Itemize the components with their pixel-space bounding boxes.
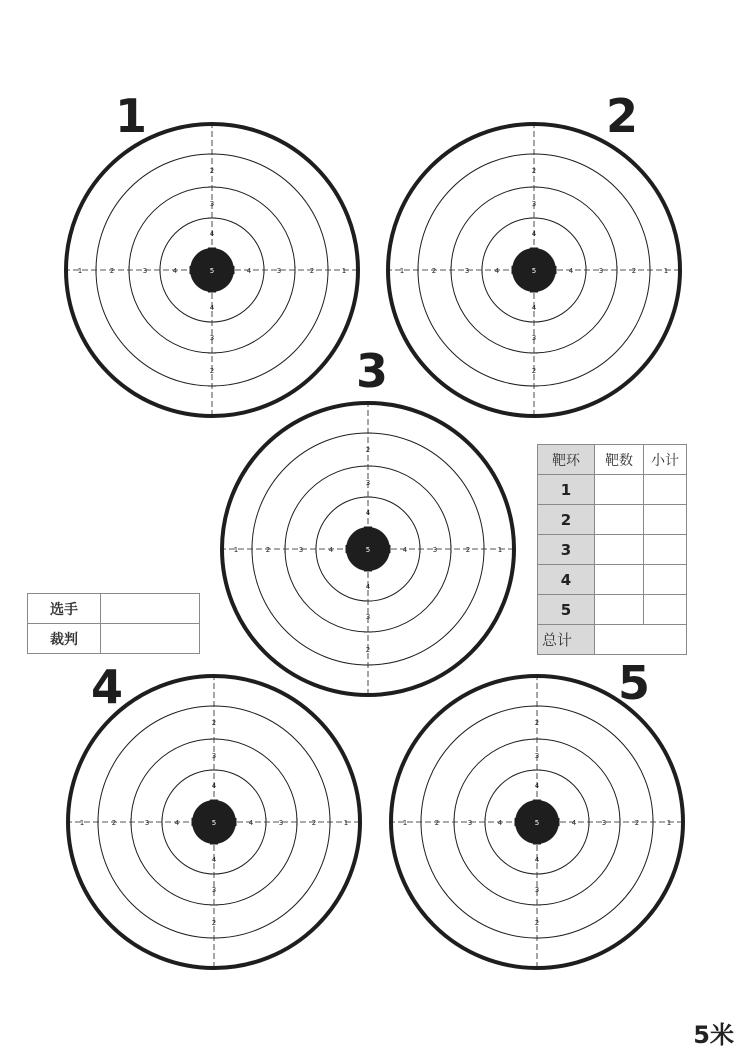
header-ring: 靶环 xyxy=(538,445,595,475)
ring-label: 4 xyxy=(494,267,500,275)
ring-label: 1 xyxy=(402,819,408,827)
target-svg xyxy=(387,672,687,972)
ring-cell: 3 xyxy=(538,535,595,565)
ring-label: 4 xyxy=(211,782,217,790)
ring-label: 2 xyxy=(631,267,637,275)
target-number-5: 5 xyxy=(618,656,651,710)
hits-cell[interactable] xyxy=(595,565,644,595)
ring-cell: 5 xyxy=(538,595,595,625)
ring-label: 1 xyxy=(79,819,85,827)
ring-label: 3 xyxy=(142,267,148,275)
ring-label: 3 xyxy=(278,819,284,827)
shooter-label: 选手 xyxy=(28,594,101,624)
ring-label: 3 xyxy=(531,334,537,342)
ring-label: 3 xyxy=(467,819,473,827)
ring-label: 4 xyxy=(174,819,180,827)
ring-label: 2 xyxy=(111,819,117,827)
ring-label: 1 xyxy=(77,267,83,275)
ring-label: 4 xyxy=(365,583,371,591)
hits-cell[interactable] xyxy=(595,475,644,505)
ring-label: 2 xyxy=(531,367,537,375)
ring-label: 3 xyxy=(464,267,470,275)
ring-label: 2 xyxy=(534,919,540,927)
ring-label: 2 xyxy=(209,367,215,375)
ring-label: 2 xyxy=(209,167,215,175)
target-3 xyxy=(218,399,518,699)
ring-label: 4 xyxy=(534,856,540,864)
ring-label: 4 xyxy=(497,819,503,827)
ring-label: 4 xyxy=(365,509,371,517)
ring-label-center: 5 xyxy=(211,819,217,827)
ring-label: 3 xyxy=(432,546,438,554)
ring-cell: 4 xyxy=(538,565,595,595)
ring-label: 2 xyxy=(265,546,271,554)
ring-label: 2 xyxy=(431,267,437,275)
ring-label: 2 xyxy=(365,646,371,654)
ring-label: 4 xyxy=(211,856,217,864)
ring-label: 1 xyxy=(666,819,672,827)
ring-label: 4 xyxy=(328,546,334,554)
ring-label: 3 xyxy=(209,334,215,342)
shooter-field[interactable] xyxy=(101,594,200,624)
target-number-1: 1 xyxy=(115,89,148,143)
subtotal-cell[interactable] xyxy=(644,475,687,505)
ring-label: 2 xyxy=(309,267,315,275)
ring-label: 4 xyxy=(209,230,215,238)
ring-label: 2 xyxy=(365,446,371,454)
header-subtotal: 小计 xyxy=(644,445,687,475)
target-number-4: 4 xyxy=(91,660,124,714)
ring-cell: 1 xyxy=(538,475,595,505)
target-number-2: 2 xyxy=(606,89,639,143)
target-1 xyxy=(62,120,362,420)
target-svg xyxy=(62,120,362,420)
subtotal-cell[interactable] xyxy=(644,535,687,565)
subtotal-cell[interactable] xyxy=(644,565,687,595)
ring-label: 4 xyxy=(531,304,537,312)
ring-label: 2 xyxy=(211,919,217,927)
ring-label: 1 xyxy=(399,267,405,275)
ring-label: 3 xyxy=(534,886,540,894)
ring-label: 4 xyxy=(172,267,178,275)
ring-label: 1 xyxy=(497,546,503,554)
ring-label: 4 xyxy=(209,304,215,312)
target-svg xyxy=(384,120,684,420)
ring-label: 4 xyxy=(248,819,254,827)
ring-label: 3 xyxy=(598,267,604,275)
target-svg xyxy=(64,672,364,972)
ring-label: 3 xyxy=(531,200,537,208)
ring-label: 1 xyxy=(233,546,239,554)
ring-label: 2 xyxy=(531,167,537,175)
ring-label: 4 xyxy=(246,267,252,275)
ring-label: 3 xyxy=(365,479,371,487)
target-2 xyxy=(384,120,684,420)
ring-label: 3 xyxy=(276,267,282,275)
hits-cell[interactable] xyxy=(595,505,644,535)
ring-label: 4 xyxy=(531,230,537,238)
ring-label: 3 xyxy=(211,752,217,760)
ring-label: 2 xyxy=(634,819,640,827)
ring-label-center: 5 xyxy=(365,546,371,554)
score-table xyxy=(537,444,687,655)
ring-label: 3 xyxy=(601,819,607,827)
ring-label: 4 xyxy=(402,546,408,554)
total-label: 总计 xyxy=(538,625,595,655)
ring-label: 2 xyxy=(465,546,471,554)
ring-label: 1 xyxy=(663,267,669,275)
info-table xyxy=(27,593,200,654)
ring-label: 2 xyxy=(211,719,217,727)
ring-label: 4 xyxy=(534,782,540,790)
ring-label: 3 xyxy=(298,546,304,554)
ring-label: 4 xyxy=(571,819,577,827)
ring-label-center: 5 xyxy=(209,267,215,275)
referee-label: 裁判 xyxy=(28,624,101,654)
ring-label: 3 xyxy=(365,613,371,621)
ring-label: 3 xyxy=(209,200,215,208)
hits-cell[interactable] xyxy=(595,595,644,625)
total-cell[interactable] xyxy=(595,625,687,655)
ring-label: 3 xyxy=(144,819,150,827)
subtotal-cell[interactable] xyxy=(644,595,687,625)
referee-field[interactable] xyxy=(101,624,200,654)
ring-label: 2 xyxy=(534,719,540,727)
target-4 xyxy=(64,672,364,972)
ring-label: 3 xyxy=(534,752,540,760)
ring-label: 1 xyxy=(341,267,347,275)
ring-label: 1 xyxy=(343,819,349,827)
header-hits: 靶数 xyxy=(595,445,644,475)
ring-label: 2 xyxy=(311,819,317,827)
distance-mark: 5米 xyxy=(693,1021,734,1049)
target-5 xyxy=(387,672,687,972)
ring-cell: 2 xyxy=(538,505,595,535)
ring-label: 2 xyxy=(434,819,440,827)
ring-label-center: 5 xyxy=(534,819,540,827)
ring-label: 4 xyxy=(568,267,574,275)
subtotal-cell[interactable] xyxy=(644,505,687,535)
hits-cell[interactable] xyxy=(595,535,644,565)
ring-label-center: 5 xyxy=(531,267,537,275)
target-svg xyxy=(218,399,518,699)
ring-label: 3 xyxy=(211,886,217,894)
ring-label: 2 xyxy=(109,267,115,275)
target-number-3: 3 xyxy=(356,344,389,398)
